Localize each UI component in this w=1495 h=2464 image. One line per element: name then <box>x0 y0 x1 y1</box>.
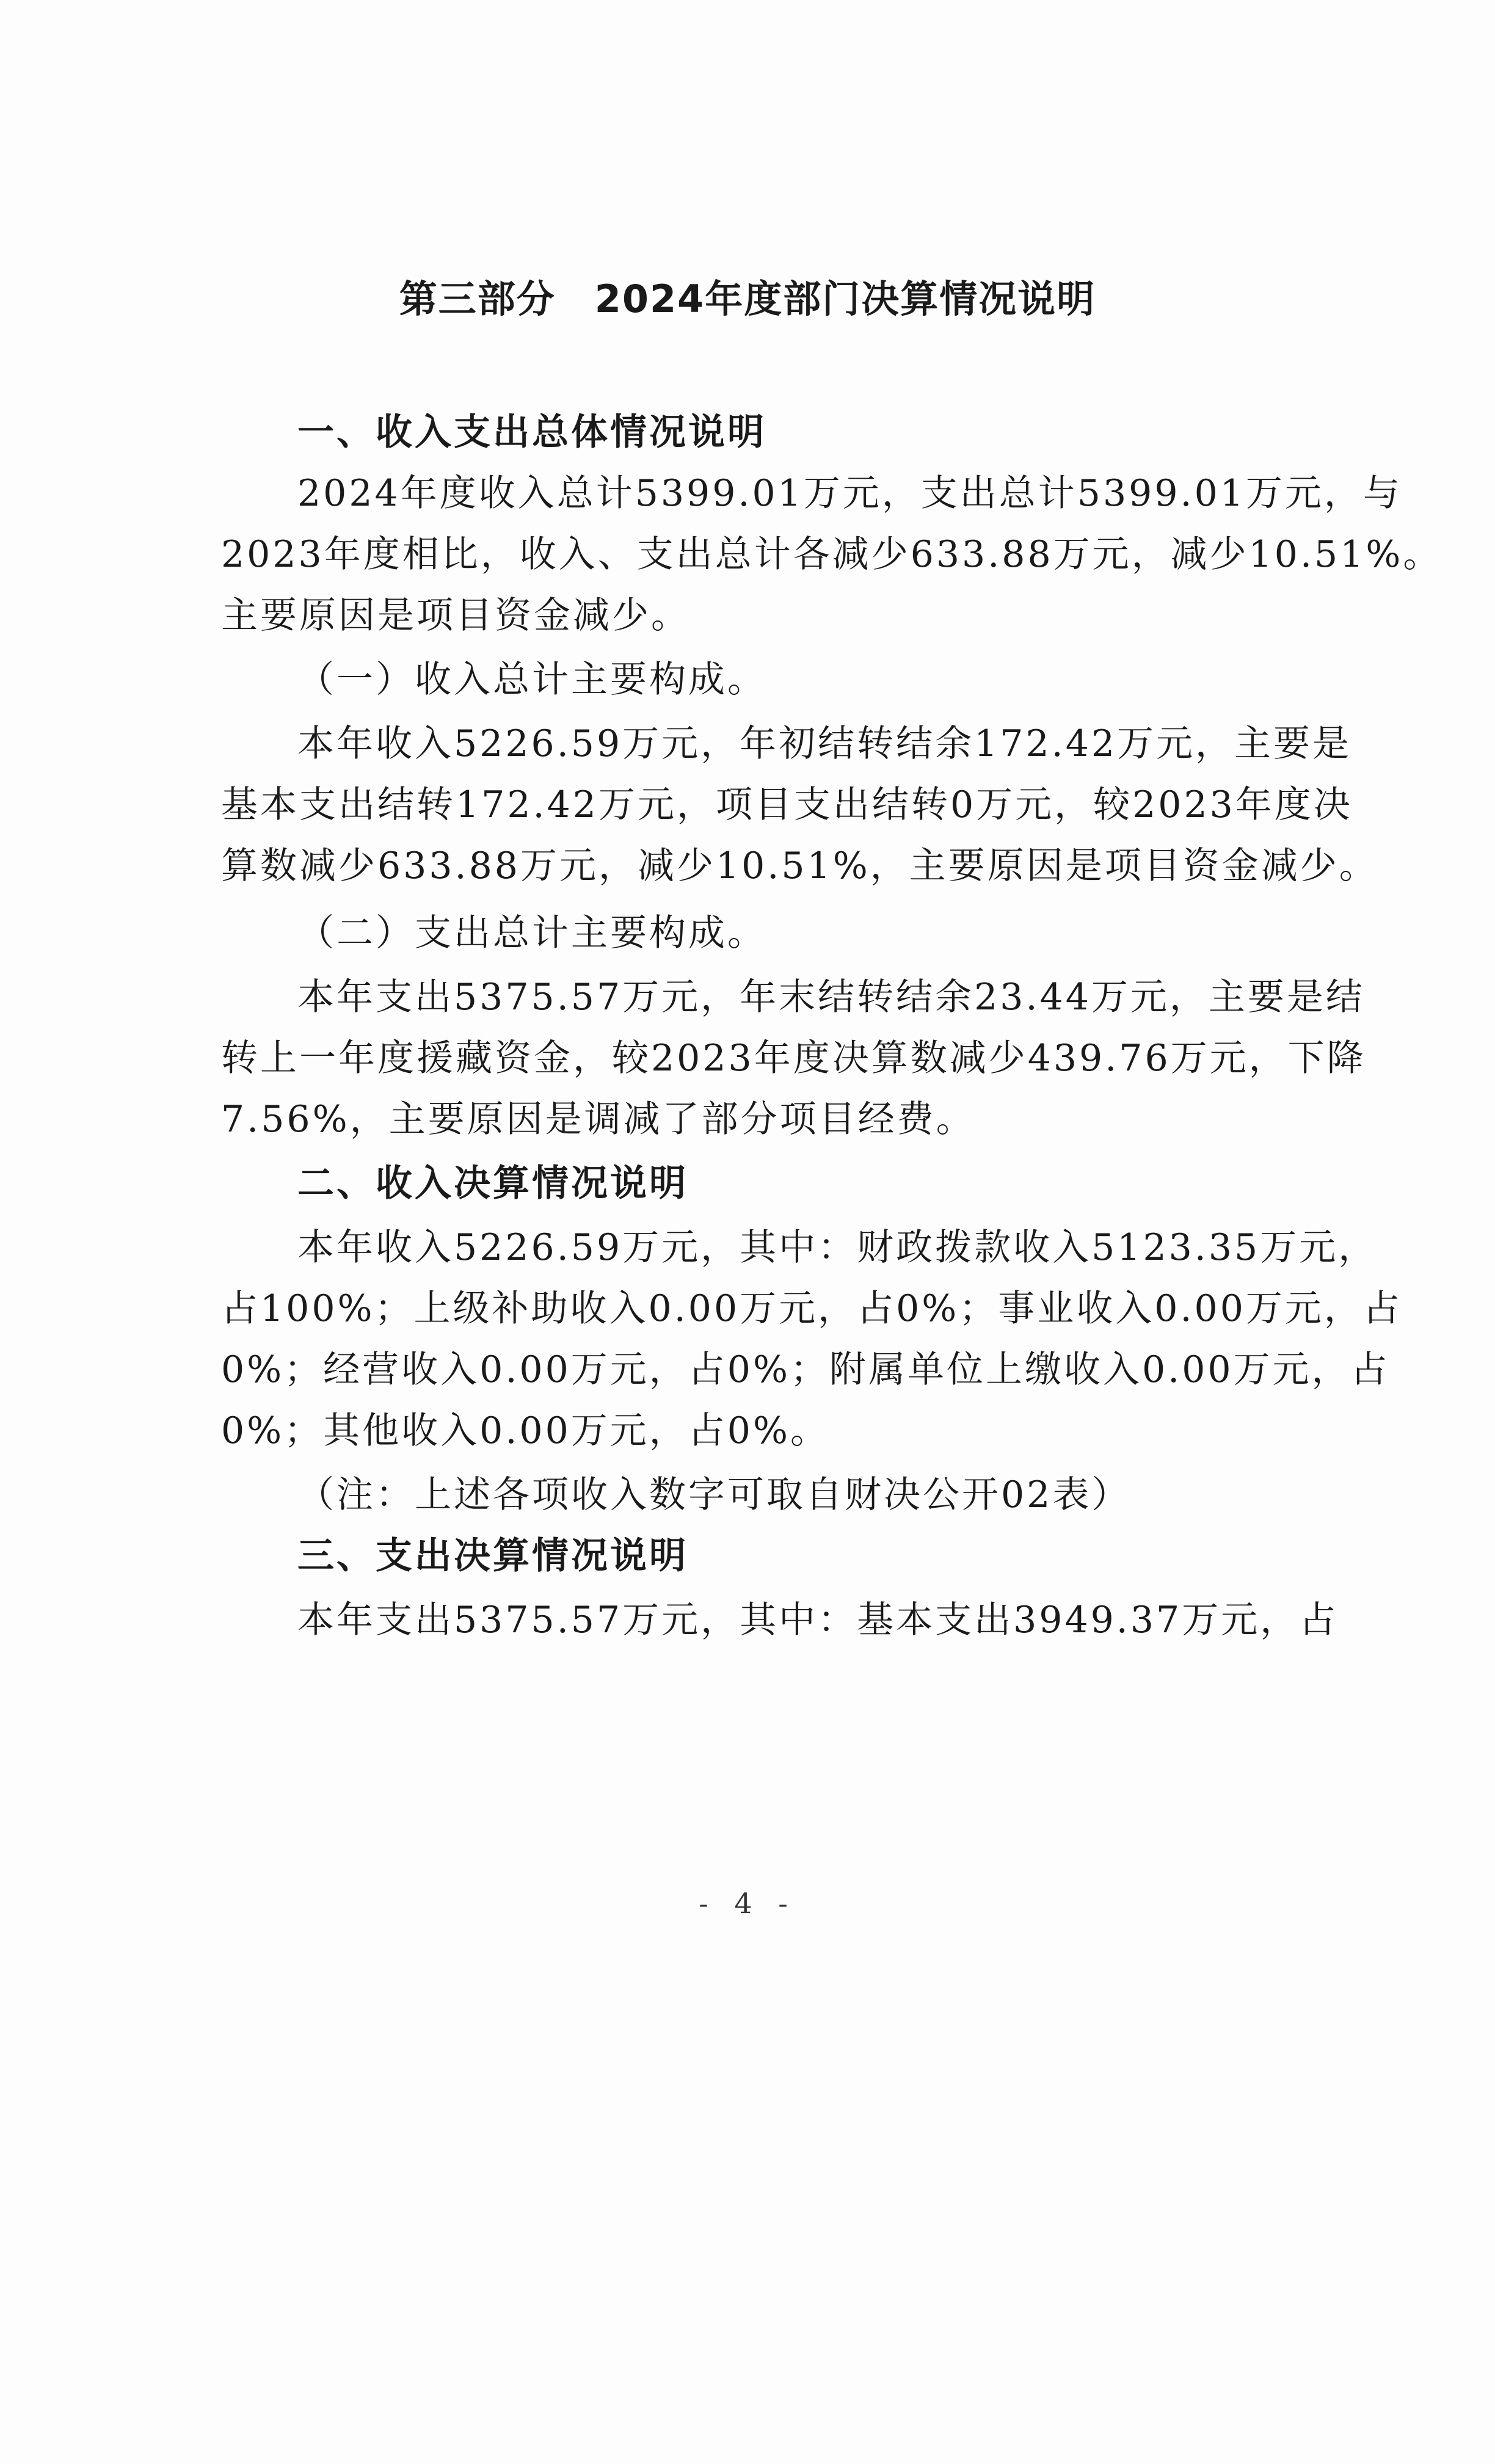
paragraph-line: 本年支出5375.57万元，年末结转结余23.44万元，主要是结 <box>297 976 1365 1019</box>
paragraph-line: 算数减少633.88万元，减少10.51%，主要原因是项目资金减少。 <box>221 845 1378 887</box>
section-heading-3: 三、支出决算情况说明 <box>297 1535 688 1577</box>
paragraph-line: 本年支出5375.57万元，其中：基本支出3949.37万元，占 <box>297 1599 1339 1641</box>
page-title: 第三部分 2024年度部门决算情况说明 <box>399 277 1096 321</box>
paragraph-line: 主要原因是项目资金减少。 <box>221 594 690 637</box>
paragraph-line: 占100%；上级补助收入0.00万元，占0%；事业收入0.00万元，占 <box>221 1287 1402 1330</box>
paragraph-line: 0%；经营收入0.00万元，占0%；附属单位上缴收入0.00万元，占 <box>221 1348 1390 1391</box>
paragraph-line: 转上一年度援藏资金，较2023年度决算数减少439.76万元，下降 <box>221 1037 1366 1080</box>
section-heading-2: 二、收入决算情况说明 <box>297 1162 688 1205</box>
paragraph-line: 本年收入5226.59万元，其中：财政拨款收入5123.35万元， <box>297 1226 1378 1269</box>
subsection-heading-2: （二）支出总计主要构成。 <box>297 912 766 954</box>
subsection-heading-1: （一）收入总计主要构成。 <box>297 658 766 701</box>
note-line: （注：上述各项收入数字可取自财决公开02表） <box>297 1474 1131 1516</box>
paragraph-line: 本年收入5226.59万元，年初结转结余172.42万元，主要是 <box>297 722 1352 765</box>
paragraph-line: 0%；其他收入0.00万元，占0%。 <box>221 1409 829 1452</box>
paragraph-line: 2024年度收入总计5399.01万元，支出总计5399.01万元，与 <box>297 472 1402 515</box>
paragraph-line: 2023年度相比，收入、支出总计各减少633.88万元，减少10.51%。 <box>221 533 1442 576</box>
paragraph-line: 7.56%，主要原因是调减了部分项目经费。 <box>221 1098 975 1141</box>
paragraph-line: 基本支出结转172.42万元，项目支出结转0万元，较2023年度决 <box>221 783 1353 826</box>
section-heading-1: 一、收入支出总体情况说明 <box>297 411 766 454</box>
page-number: - 4 - <box>699 1887 796 1920</box>
